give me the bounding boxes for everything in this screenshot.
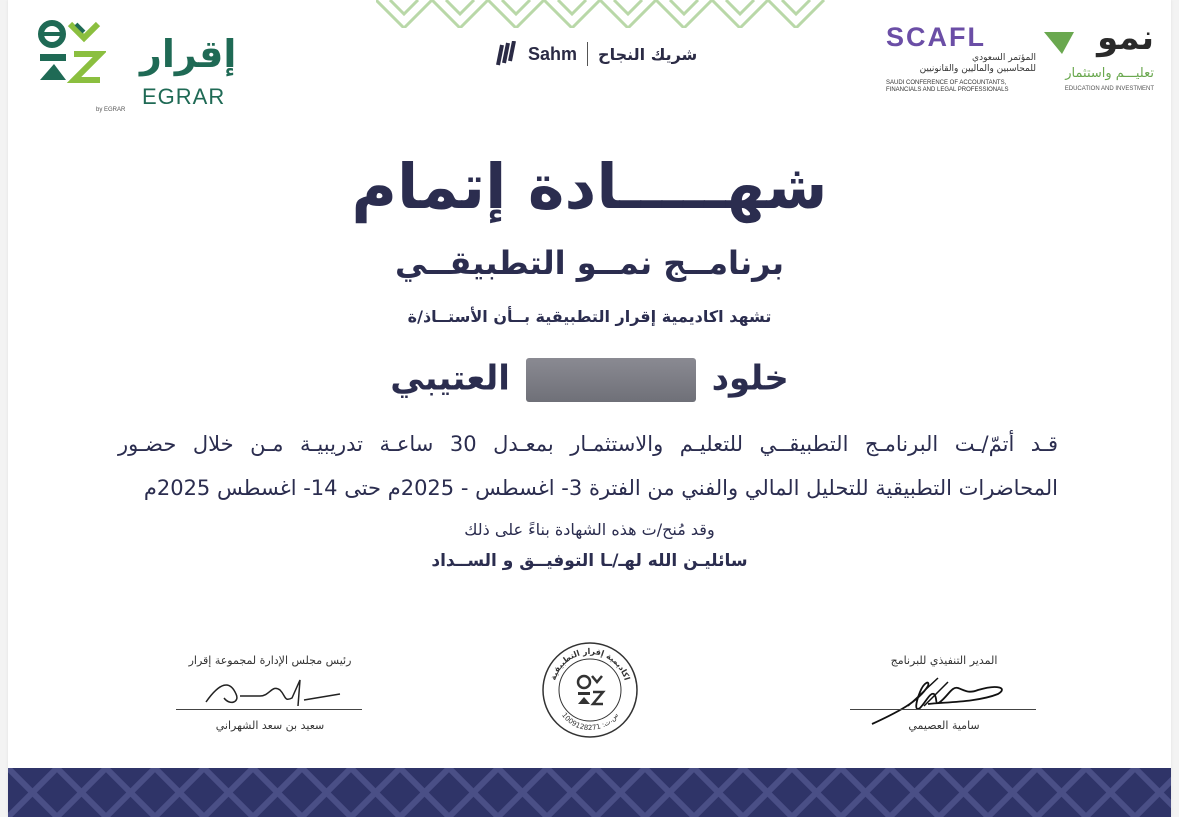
egrar-by-label: by EGRAR: [96, 107, 126, 113]
recipient-last-name: العتيبي: [390, 358, 510, 399]
nomo-logo: [1042, 18, 1162, 98]
egrar-arabic-wordmark: إقرار: [140, 32, 237, 76]
bottom-pattern-band: [8, 768, 1171, 817]
certificate-title: شهـــــادة إتمام: [351, 150, 828, 223]
nomo-arabic-wordmark: نمو: [1097, 18, 1154, 58]
sahm-logo-icon: [496, 41, 518, 67]
sahm-name: Sahm: [528, 43, 578, 64]
director-name: سامية العصيمي: [908, 719, 980, 732]
scafl-arabic-text: [886, 53, 1036, 75]
director-signature-line: [850, 709, 1036, 710]
chairman-title: رئيس مجلس الإدارة لمجموعة إقرار: [188, 654, 352, 667]
chairman-signature-line: [176, 709, 362, 710]
egrar-logo: [36, 18, 237, 113]
nomo-english-label: EDUCATION AND INVESTMENT: [1064, 86, 1154, 92]
body-line-1: قـد أتمّ/ـت البرنامـج التطبيقــي للتعليـم والاستثمـار بمعـدل 30 ساعـة تدريبيـة مـن خلال حضـور: [118, 432, 1058, 456]
closing-wish: سائليـن الله لهـ/ـا التوفيــق و الســداد: [431, 551, 748, 571]
scafl-title: SCAFL: [886, 22, 986, 52]
academy-stamp-icon: [540, 640, 640, 740]
director-title: المدير التنفيذي للبرنامج: [890, 654, 998, 667]
egrar-mark-icon: [36, 18, 106, 88]
recipient-first-name: خلود: [711, 358, 789, 399]
nomo-subtitle: تعليـــم واستثمار: [1065, 66, 1154, 81]
director-signature-block: [844, 654, 1044, 667]
witness-statement: تشهد اكاديمية إقرار التطبيقية بــأن الأستــاذ/ة: [407, 307, 772, 326]
scafl-english-line1: SAUDI CONFERENCE OF ACCOUNTANTS,: [886, 80, 1007, 86]
director-name-block: [844, 719, 1044, 732]
stamp-registration: س.ت: 1009128271: [560, 711, 620, 733]
scafl-arabic-line1: المؤتمر السعودي: [972, 53, 1036, 63]
scafl-english-line2: FINANCIALS AND LEGAL PROFESSIONALS: [886, 87, 1009, 93]
stamp-ring-text: اكاديمية إقرار التطبيقية: [548, 646, 632, 682]
body-line-2: المحاضرات التطبيقية للتحليل المالي والفني من الفترة 3- اغسطس - 2025م حتى 14- اغسطس 2025م: [143, 476, 1058, 500]
partner-label: شريك النجاح: [598, 44, 698, 64]
chairman-signature-icon: [200, 672, 350, 712]
nomo-leaf-icon: [1042, 28, 1076, 58]
success-partner: [496, 36, 697, 72]
body-line-3: وقد مُنح/ت هذه الشهادة بناءً على ذلك: [464, 520, 715, 539]
program-name: برنامــج نمــو التطبيقــي: [394, 244, 784, 282]
bottom-pattern-ornament: [8, 768, 1171, 817]
chairman-signature-block: [170, 654, 370, 667]
top-pattern-ornament: [376, 0, 826, 28]
chairman-name-block: [170, 719, 370, 732]
chairman-name: سعيد بن سعد الشهراني: [215, 719, 325, 732]
scafl-english-text: [886, 80, 1036, 94]
scafl-arabic-line2: للمحاسبين والماليين والقانونيين: [919, 64, 1036, 74]
egrar-latin-wordmark: EGRAR: [142, 84, 226, 109]
scafl-logo: [878, 20, 1038, 100]
recipient-name: [0, 358, 1179, 402]
partner-divider: [587, 42, 588, 66]
redacted-name-block: [526, 358, 696, 402]
